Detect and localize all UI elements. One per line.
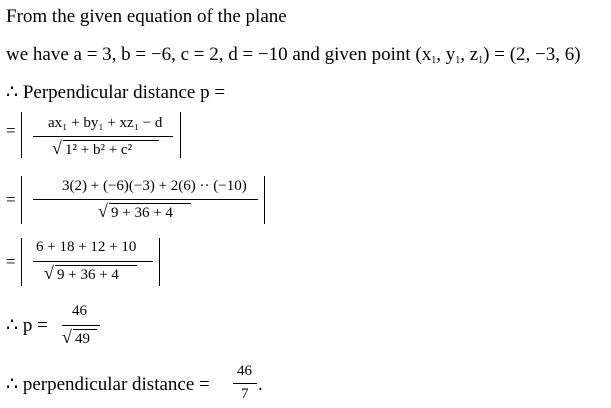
values-tail: ) = (2, −3, 6) [483, 44, 581, 65]
sqrt-icon: √ [98, 201, 108, 221]
eq2-denominator: 9 + 36 + 4 [111, 205, 173, 221]
perp-distance-line: ∴ Perpendicular distance p = [6, 82, 226, 103]
final-denominator: 7 [241, 386, 249, 402]
values-mid1: , y [436, 44, 456, 65]
eq3-denominator: 9 + 36 + 4 [57, 267, 119, 283]
eq2-abs-right [264, 176, 265, 224]
eq1-fraction-bar [33, 136, 173, 137]
eq3-abs-right [159, 238, 160, 286]
eq2-equals: = [6, 190, 16, 209]
heading: From the given equation of the plane [6, 6, 287, 27]
sqrt-icon: √ [52, 138, 62, 158]
final-fraction-bar [233, 383, 257, 384]
eq2-numerator: 3(2) + (−6)(−3) + 2(6) ·· (−10) [62, 178, 247, 194]
eq4-prefix: ∴ p = [6, 315, 48, 336]
eq1-numerator: ax₁ + by₁ + xz₁ − d [48, 115, 163, 131]
eq3-fraction-bar [33, 261, 153, 262]
final-prefix: ∴ perpendicular distance = [6, 374, 210, 395]
eq3-numerator: 6 + 18 + 12 + 10 [36, 239, 137, 255]
eq3-abs-left [21, 238, 22, 286]
final-numerator: 46 [237, 363, 252, 379]
eq3-equals: = [6, 252, 16, 271]
sqrt-icon: √ [62, 327, 72, 347]
final-period: . [258, 374, 263, 395]
eq1-equals: = [6, 121, 16, 140]
eq1-abs-right [180, 112, 181, 158]
eq2-fraction-bar [33, 199, 258, 200]
values-mid2: , z [460, 44, 479, 65]
eq1-denominator: 1² + b² + c² [65, 142, 133, 158]
eq4-fraction-bar [62, 325, 100, 326]
eq4-numerator: 46 [72, 303, 87, 319]
sqrt-icon: √ [44, 263, 54, 283]
eq4-denominator: 49 [75, 331, 90, 347]
eq2-abs-left [21, 176, 22, 224]
values-line: we have a = 3, b = −6, c = 2, d = −10 and given point ($x_1$, $y_1$, $z_1) = (2$, −3, 6) [6, 44, 581, 66]
eq1-abs-left [21, 112, 22, 158]
values-lead: we have a = 3, b = −6, c = 2, d = −10 and given point (x [6, 44, 432, 65]
